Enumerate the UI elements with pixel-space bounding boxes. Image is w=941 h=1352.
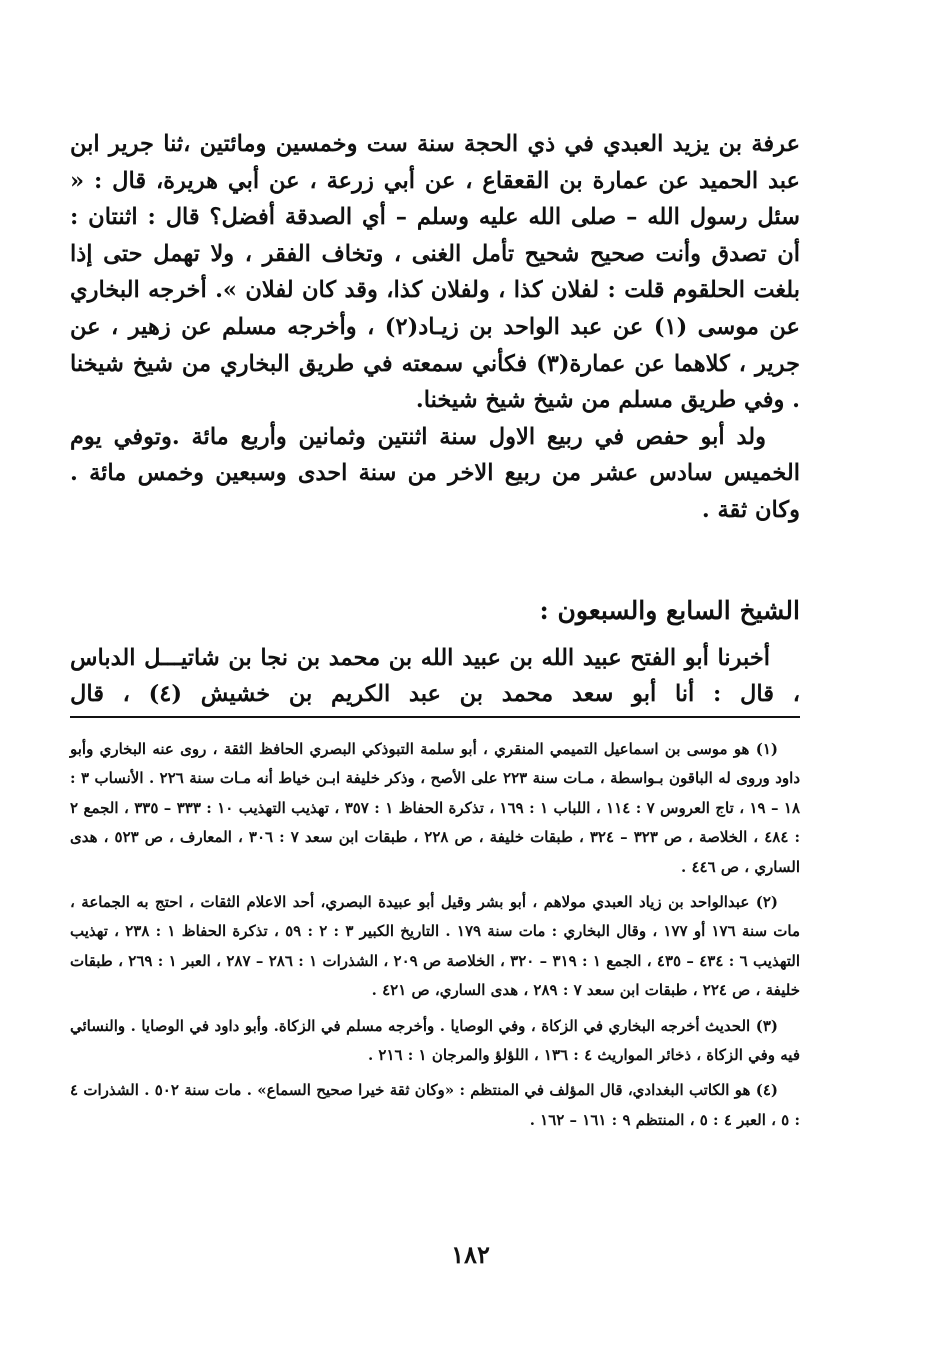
paragraph-2: ولد أبو حفص في ربيع الاول سنة اثنتين وثمانين وأربع مائة .وتوفي يوم الخميس سادس عشر من ربيع الاخر من سنة احدى وسبعين وخمس مائة . وكان ثقة . [70,423,800,523]
footnotes [70,735,800,1141]
footnote-2: (٢) عبدالواحد بن زياد العبدي مولاهم ، أبو بشر وقيل أبو عبيدة البصري، أحد الاعلام الثقات ، احتج به الجماعة ، مات سنة ١٧٦ أو ١٧٧ ، وقال البخاري : مات سنة ١٧٩ . التاريخ الكبير ٣ : ٢ : ٥٩ ، تذكرة الحفاظ ١ : ٢٣٨ ، تهذيب التهذيب ٦ : ٤٣٤ – ٤٣٥ ، الجمع ١ : ٣١٩ – ٣٢٠ ، الخلاصة ص ٢٠٩ ، الشذرات ١ : ٢٨٦ – ٢٨٧ ، العبر ١ : ٢٦٩ ، طبقات خليفة ، ص ٢٢٤ ، طبقات ابن سعد ٧ : ٢٨٩ ، هدى الساري، ص ٤٢١ . [70,893,801,1000]
page-number: ١٨٢ [451,1240,490,1269]
footnote-4: (٤) هو الكاتب البغدادي، قال المؤلف في المنتظم : «وكان ثقة خيرا صحيح السماع» . مات سنة ٥٠٢ . الشذرات ٤ : ٥ ، العبر ٤ : ٥ ، المنتظم ٩ : ١٦١ – ١٦٢ . [70,1081,800,1129]
section-heading: الشيخ السابع والسبعون : [539,596,800,625]
main-text-continued [70,640,800,718]
footnote-3: (٣) الحديث أخرجه البخاري في الزكاة ، وفي الوصايا . وأخرجه مسلم في الزكاة. وأبو داود في الوصايا . والنسائي فيه وفي الزكاة ، ذخائر المواريث ٤ : ١٣٦ ، اللؤلؤ والمرجان ١ : ٢١٦ . [70,1016,800,1065]
paragraph-1: عرفة بن يزيد العبدي في ذي الحجة سنة ست وخمسين ومائتين ،ثنا جرير ابن عبد الحميد عن عمارة بن القعقاع ، عن أبي زرعة ، عن أبي هريرة، قال : « سئل رسول الله – صلى الله عليه وسلم – أي الصدقة أفضل؟ قال : اثنتان : أن تصدق وأنت صحيح شحيح تأمل الغنى ، وتخاف الفقر ، ولا تهمل حتى إذا بلغت الحلقوم قلت : لفلان كذا ، ولفلان كذا، وقد كان لفلان ». أخرجه البخاري عن موسى (١) عن عبد الواحد بن زيـاد(٢) ، وأخرجه مسلم عن زهير ، عن جرير ، كلاهما عن عمارة(٣) فكأني سمعته في طريق البخاري من شيخ شيخنا . وفي طريق مسلم من شيخ شيخ شيخنا. [70,131,800,414]
footnote-1: (١) هو موسى بن اسماعيل التميمي المنقري ، أبو سلمة التبوذكي البصري الحافظ الثقة ، روى عنه البخاري وأبو داود وروى له الباقون بـواسطة ، مـات سنة ٢٢٣ على الأصح ، وذكر خليفة ابـن خياط أنه مـات سنة ٢٢٦ . الأنساب ٣ : ١٨ – ١٩ ، تاج العروس ٧ : ١١٤ ، اللباب ١ : ١٦٩ ، تذكرة الحفاظ ١ : ٣٥٧ ، تهذيب التهذيب ١٠ : ٣٣٣ – ٣٣٥ ، الجمع ٢ : ٤٨٤ ، الخلاصة ، ص ٣٢٣ – ٣٢٤ ، طبقات خليفة ، ص ٢٢٨ ، طبقات ابن سعد ٧ : ٣٠٦ ، المعارف ، ص ٥٢٣ ، هدى الساري ، ص ٤٤٦ . [70,740,801,876]
main-text [70,126,800,529]
paragraph-3: أخبرنا أبو الفتح عبيد الله بن عبيد الله بن محمد بن نجا بن شاتيـــل الدباس ، قال : أنا أبو سعد محمد بن عبد الكريم بن خشيش (٤) ، قال [70,645,800,707]
